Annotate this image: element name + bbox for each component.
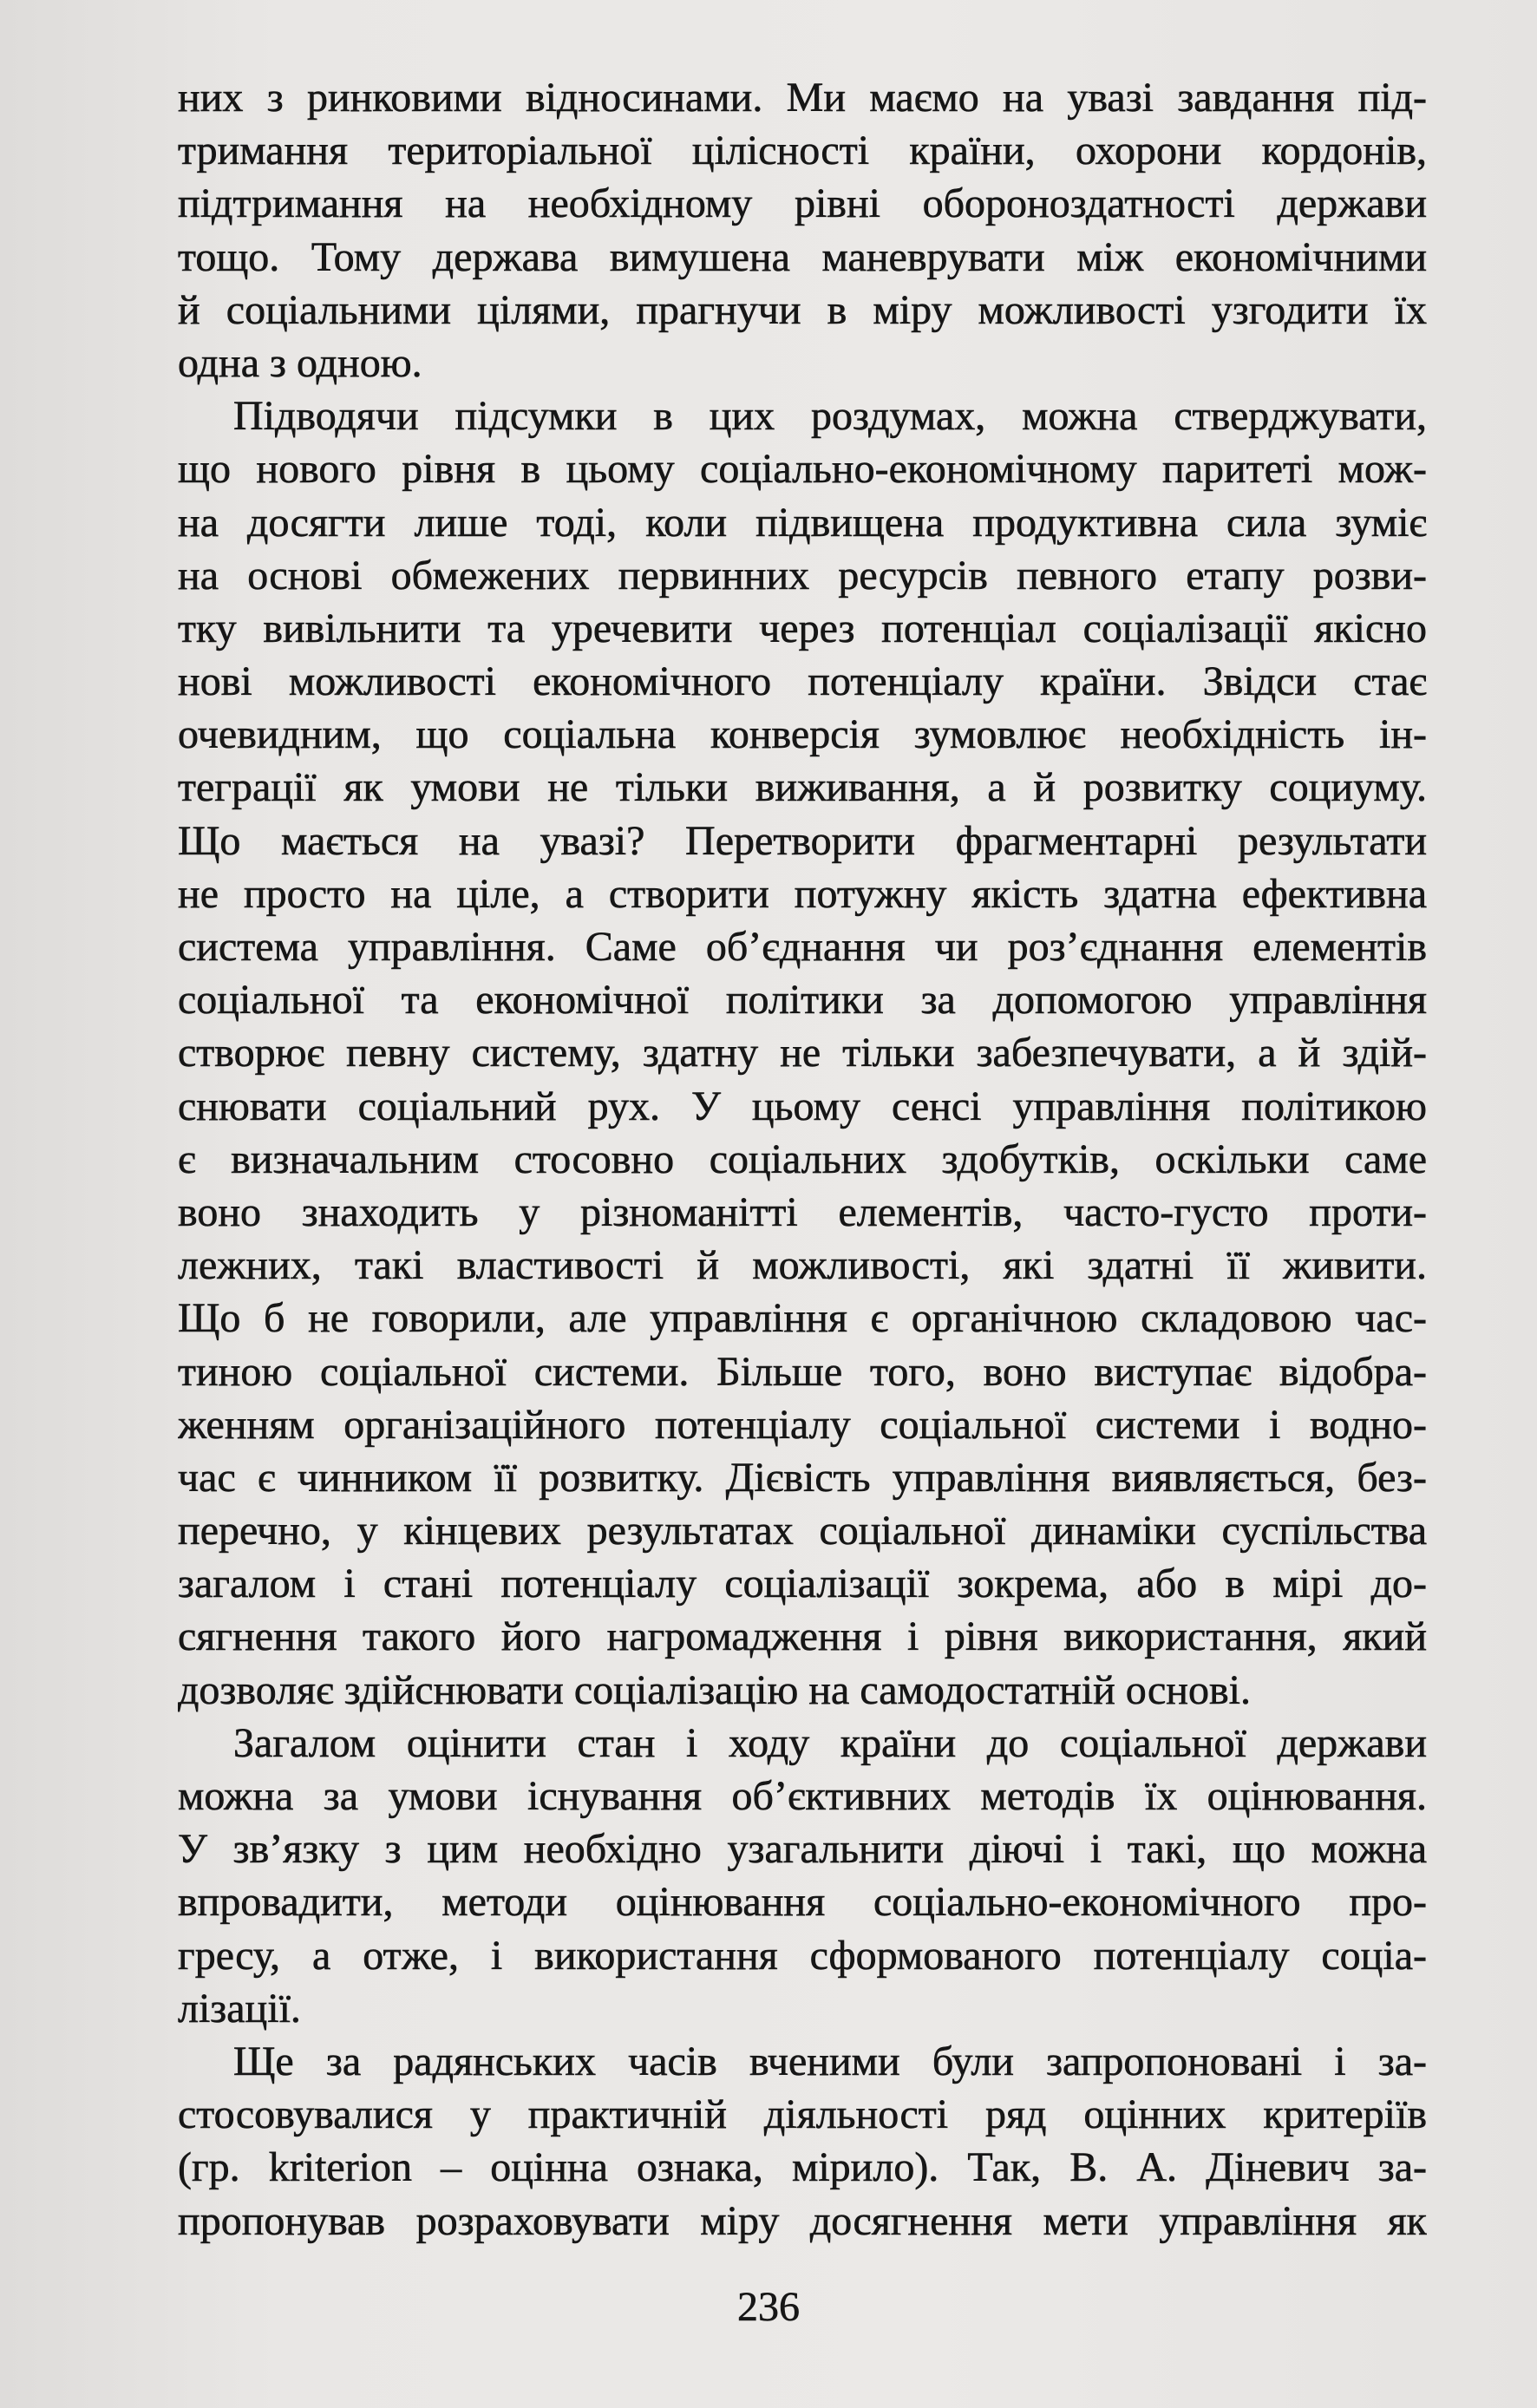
text-line: тримання територіальної цілісності країни, охорони кордонів,: [178, 128, 1427, 174]
text-line: Що б не говорили, але управління є органічною складовою час-: [178, 1295, 1427, 1342]
text-line: женням організаційного потенціалу соціальної системи і водно-: [178, 1401, 1427, 1448]
text-line: снювати соціальний рух. У цьому сенсі управління політикою: [178, 1083, 1427, 1129]
text-line: Загалом оцінити стан і ходу країни до соціальної держави: [233, 1719, 1427, 1766]
text-line: Що мається на увазі? Перетворити фрагментарні результати: [178, 817, 1427, 864]
text-line: перечно, у кінцевих результатах соціальної динаміки суспільства: [178, 1508, 1427, 1554]
text-line: не просто на ціле, а створити потужну якість здатна ефективна: [178, 870, 1427, 917]
text-line: дозволяє здійснювати соціалізацію на самодостатній основі.: [178, 1666, 1251, 1713]
text-line: лежних, такі властивості й можливості, які здатні її живити.: [178, 1242, 1427, 1289]
text-line: стосовувалися у практичній діяльності ряд оцінних критеріїв: [178, 2091, 1427, 2138]
text-line: теграції як умови не тільки виживання, а й розвитку социуму.: [178, 764, 1427, 811]
text-line: створює певну систему, здатну не тільки забезпечувати, а й здій-: [178, 1030, 1427, 1076]
text-line: час є чинником її розвитку. Дієвість управління виявляється, без-: [178, 1454, 1427, 1501]
text-line: тиною соціальної системи. Більше того, воно виступає відобра-: [178, 1348, 1427, 1395]
text-line: що нового рівня в цьому соціально-економічному паритеті мож-: [178, 446, 1427, 493]
body-text: [178, 71, 1427, 2248]
text-line: них з ринковими відносинами. Ми маємо на увазі завдання під-: [178, 75, 1427, 121]
text-line: впровадити, методи оцінювання соціально-економічного про-: [178, 1879, 1427, 1926]
text-line: (гр. kriterion – оцінна ознака, мірило). Так, В. А. Діневич за-: [178, 2144, 1427, 2191]
text-line: пропонував розраховувати міру досягнення мети управління як: [178, 2197, 1427, 2244]
text-line: соціальної та економічної політики за допомогою управління: [178, 977, 1427, 1024]
text-line: У зв’язку з цим необхідно узагальнити діючі і такі, що можна: [178, 1826, 1427, 1873]
text-line: є визначальним стосовно соціальних здобутків, оскільки саме: [178, 1135, 1427, 1182]
text-line: сягнення такого його нагромадження і рівня використання, який: [178, 1613, 1427, 1660]
text-line: нові можливості економічного потенціалу країни. Звідси стає: [178, 658, 1427, 705]
text-line: можна за умови існування об’єктивних методів їх оцінювання.: [178, 1773, 1427, 1819]
page-number: 236: [737, 2284, 800, 2330]
text-line: загалом і стані потенціалу соціалізації зокрема, або в мірі до-: [178, 1561, 1427, 1607]
text-line: воно знаходить у різноманітті елементів, часто-густо проти-: [178, 1188, 1427, 1235]
text-line: система управління. Саме об’єднання чи роз’єднання елементів: [178, 924, 1427, 970]
text-line: на досягти лише тоді, коли підвищена продуктивна сила зуміє: [178, 499, 1427, 546]
text-line: підтримання на необхідному рівні обороноздатності держави: [178, 180, 1427, 227]
text-line: одна з одною.: [178, 339, 422, 386]
text-line: тощо. Тому держава вимушена маневрувати між економічними: [178, 233, 1427, 280]
text-line: Ще за радянських часів вченими були запропоновані і за-: [233, 2038, 1427, 2084]
text-line: лізації.: [178, 1985, 301, 2032]
text-line: гресу, а отже, і використання сформованого потенціалу соціа-: [178, 1932, 1427, 1979]
text-line: тку вивільнити та уречевити через потенціал соціалізації якісно: [178, 605, 1427, 651]
text-line: очевидним, що соціальна конверсія зумовлює необхідність ін-: [178, 711, 1427, 758]
text-line: й соціальними цілями, прагнучи в міру можливості узгодити їх: [178, 286, 1427, 333]
text-line: Підводячи підсумки в цих роздумах, можна стверджувати,: [233, 393, 1427, 440]
text-line: на основі обмежених первинних ресурсів певного етапу розви-: [178, 552, 1427, 599]
